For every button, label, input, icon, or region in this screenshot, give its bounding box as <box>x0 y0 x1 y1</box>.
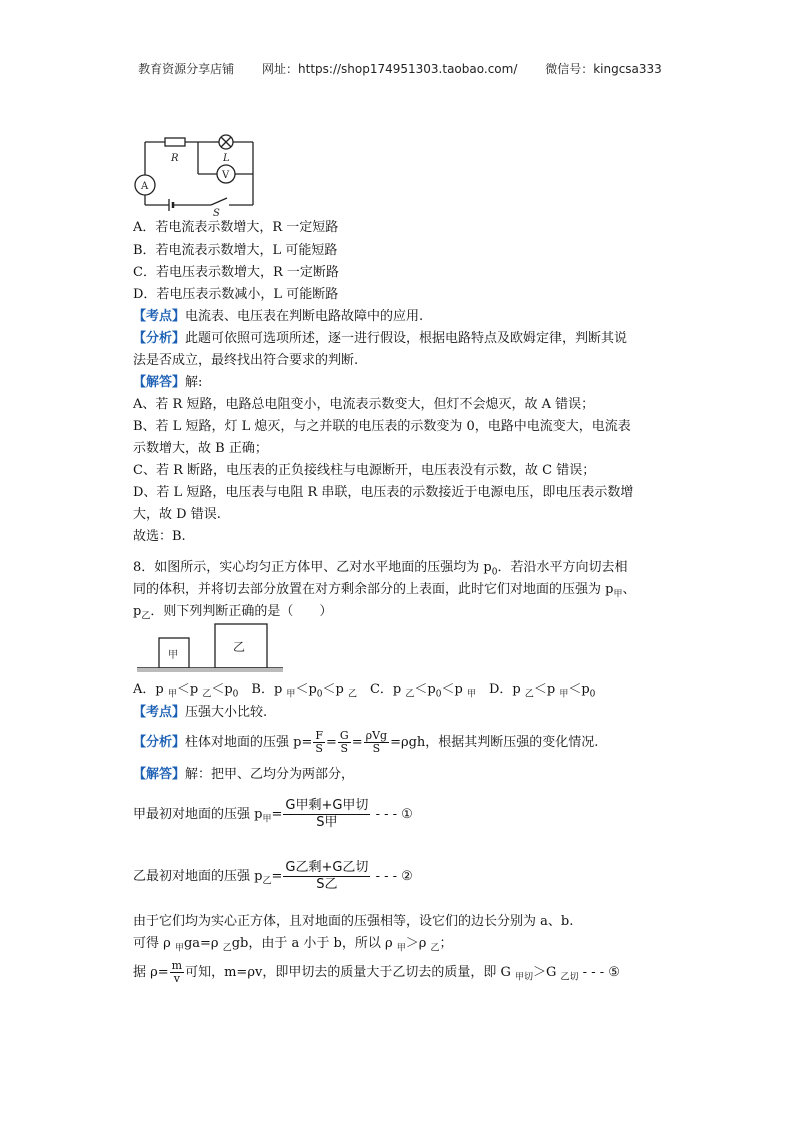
jieda-tag: 【解答】 <box>133 375 186 390</box>
wechat-id: 微信号：kingcsa333 <box>545 62 662 76</box>
label-l: L <box>223 153 230 164</box>
shop-name: 教育资源分享店铺 <box>138 62 235 76</box>
eq2-fraction: $\frac{\text{G乙剩+G乙切}}{\text{S乙}}$ <box>285 860 369 892</box>
fenxi-text: 此题可依照可选项所述，逐一进行假设，根据电路特点及欧姆定律，判断其说 <box>185 331 628 346</box>
q8-line-b: 可得 ρ $_甲$ga=ρ $_乙$gb，由于 a 小于 b，所以 ρ $_甲$＞ρ $_乙$； <box>133 936 453 954</box>
q7-option-a: A．若电流表示数增大，R 一定短路 <box>133 220 339 235</box>
q8-kaodian: 【考点】压强大小比较. <box>133 705 268 720</box>
q8-line-c: 据 ρ= $\frac{m}{v}$ 可知，m=ρv，即甲切去的质量大于乙切去的质量，即 G $_{甲切}$＞G $_{乙切}$ - - - ⑤ <box>133 959 620 985</box>
q7-option-c: C．若电压表示数增大，R 一定断路 <box>133 265 339 280</box>
q8-stem-2: 同的体积，并将切去部分放置在对方剩余部分的上表面，此时它们对地面的压强为 $p_甲$、 <box>133 582 636 600</box>
frac-rho-v-g-s: $\frac{\text{ρVg}}{S}$ <box>365 729 388 755</box>
q7-line-3: 示数增大，故 B 正确； <box>133 441 268 456</box>
circuit-diagram <box>133 130 263 216</box>
q7-answer: 故选：B. <box>133 529 186 544</box>
q7-option-b: B．若电流表示数增大，L 可能短路 <box>133 243 338 258</box>
page-header <box>0 60 800 77</box>
q7-kaodian <box>133 307 423 327</box>
frac-g-s: $\frac{G}{S}$ <box>339 729 349 755</box>
label-v: V <box>222 170 230 181</box>
label-s: S <box>213 208 220 216</box>
cube-yi-label: 乙 <box>233 640 246 654</box>
q8-stem-1: 8．如图所示，实心均匀正方体甲、乙对水平地面的压强均为 $p_0$．若沿水平方向切去相 <box>133 560 628 578</box>
q7-line-4: C、若 R 断路，电压表的正负接线柱与电源断开，电压表没有示数，故 C 错误； <box>133 463 596 478</box>
kaodian-text: 电流表、电压表在判断电路故障中的应用. <box>185 309 424 324</box>
shop-url[interactable]: 网址：https://shop174951303.taobao.com/ <box>262 62 518 76</box>
cube-jia-label: 甲 <box>168 650 178 661</box>
q8-options: A．p $_甲$＜p $_乙<p_0$ B．p $_甲<p_0<p$ $_乙$ C．p $_乙<p_0<p$ $_甲$ D．p $_乙$＜p $_甲<p_0$ <box>133 682 596 700</box>
q7-line-1: A、若 R 短路，电路总电阻变小，电流表示数变大，但灯不会熄灭，故 A 错误； <box>133 397 595 412</box>
eq1-fraction: $\frac{\text{G甲剩+G甲切}}{\text{S甲}}$ <box>285 798 369 830</box>
q7-jieda <box>133 373 202 393</box>
frac-m-v: $\frac{m}{v}$ <box>171 959 183 985</box>
q7-line-5: D、若 L 短路，电压表与电阻 R 串联，电压表的示数接近于电源电压，即电压表示数增 <box>133 485 634 500</box>
q8-eq2: 乙最初对地面的压强 $p_乙=$ $\frac{\text{G乙剩+G乙切}}{\text{S乙}}$ - - - ② <box>133 860 413 892</box>
q8-jieda: 【解答】解：把甲、乙均分为两部分， <box>133 767 355 782</box>
q7-line-2: B、若 L 短路，灯 L 熄灭，与之并联的电压表的示数变为 0，电路中电流变大，电流表 <box>133 419 631 434</box>
q7-fenxi-2: 法是否成立，最终找出符合要求的判断. <box>133 353 359 368</box>
fenxi-tag: 【分析】 <box>133 331 186 346</box>
jieda-text: 解: <box>185 375 203 390</box>
q8-eq1: 甲最初对地面的压强 $p_甲=$ $\frac{\text{G甲剩+G甲切}}{\text{S甲}}$ - - - ① <box>133 798 413 830</box>
q8-fenxi: 【分析】柱体对地面的压强 p= $\frac{F}{S}$ = $\frac{G}{S}$ = $\frac{\text{ρVg}}{S}$ =ρgh，根据其判断压强的变化情况. <box>133 729 599 755</box>
q8-line-a: 由于它们均为实心正方体，且对地面的压强相等，设它们的边长分别为 a、b. <box>133 914 574 929</box>
label-r: R <box>171 153 179 164</box>
resistor-r <box>165 138 185 146</box>
label-a: A <box>141 181 149 192</box>
cubes-figure <box>133 620 288 674</box>
q7-line-6: 大，故 D 错误. <box>133 507 221 522</box>
switch-s <box>211 198 227 205</box>
q8-stem-3: $p_乙$．则下列判断正确的是（ ） <box>133 604 333 622</box>
frac-f-s: $\frac{F}{S}$ <box>315 729 324 755</box>
q7-option-d: D．若电压表示数减小，L 可能断路 <box>133 287 339 302</box>
kaodian-tag: 【考点】 <box>133 309 186 324</box>
q7-fenxi-1 <box>133 329 627 349</box>
ground-hatch <box>137 668 283 672</box>
